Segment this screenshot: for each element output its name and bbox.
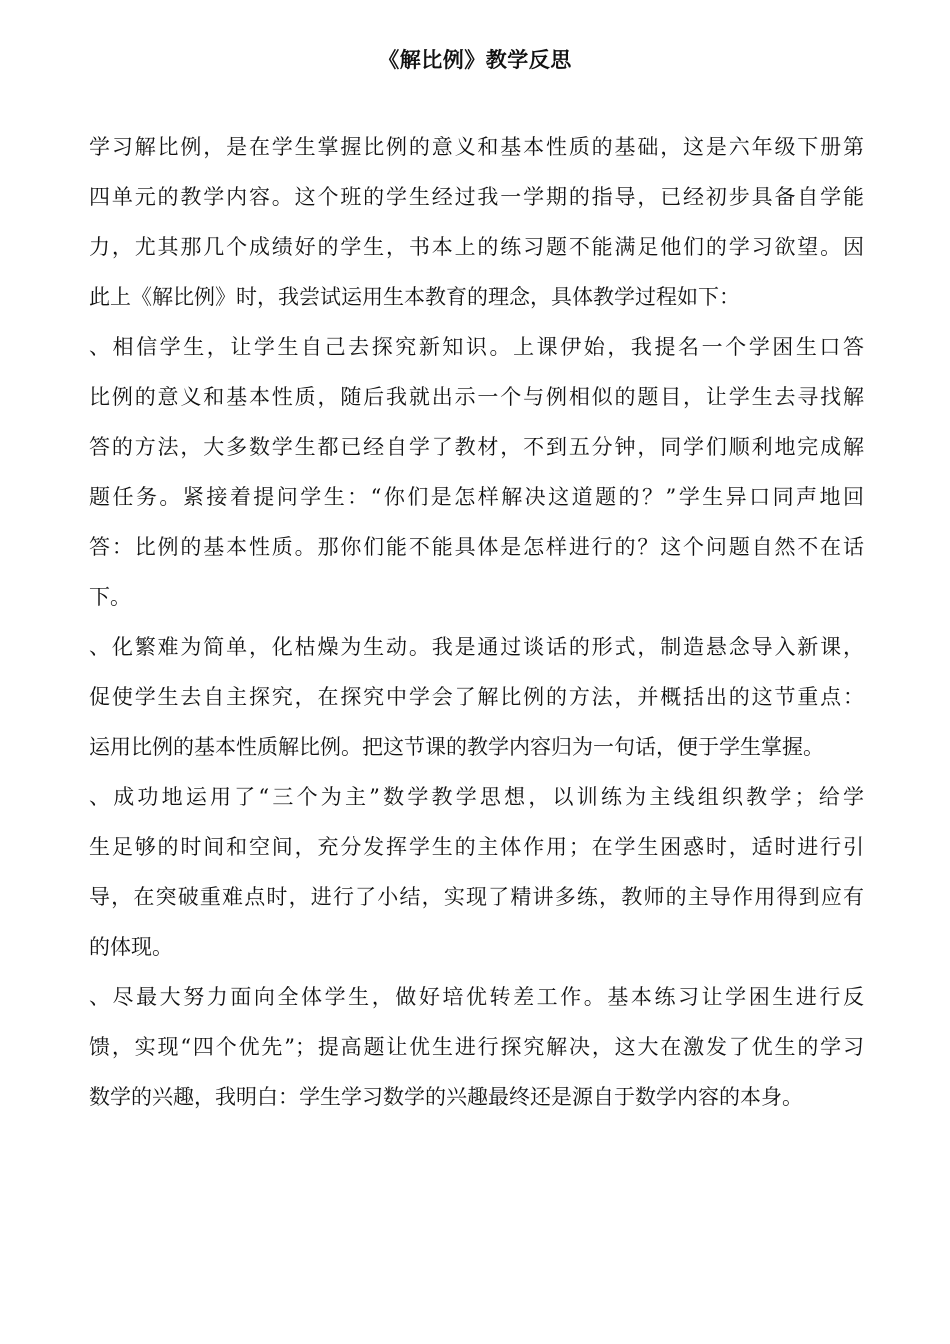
text-line: 答的方法，大多数学生都已经自学了教材，不到五分钟，同学们顺利地完成解 bbox=[89, 435, 864, 459]
text-line: 数学的兴趣，我明白：学生学习数学的兴趣最终还是源自于数学内容的本身。 bbox=[89, 1085, 803, 1109]
text-line: 的体现。 bbox=[89, 935, 173, 959]
text-line: 力，尤其那几个成绩好的学生，书本上的练习题不能满足他们的学习欲望。因 bbox=[89, 235, 864, 259]
document-body bbox=[89, 122, 864, 1122]
text-line: 馈，实现“四个优先”；提高题让优生进行探究解决，这大在激发了优生的学习 bbox=[89, 1035, 864, 1059]
text-line: 比例的意义和基本性质，随后我就出示一个与例相似的题目，让学生去寻找解 bbox=[89, 385, 864, 409]
text-line: 、成功地运用了“三个为主”数学教学思想，以训练为主线组织教学；给学 bbox=[89, 785, 864, 809]
text-line: 、相信学生，让学生自己去探究新知识。上课伊始，我提名一个学困生口答 bbox=[89, 335, 864, 359]
text-line: 导，在突破重难点时，进行了小结，实现了精讲多练，教师的主导作用得到应有 bbox=[89, 885, 864, 909]
text-line: 学习解比例，是在学生掌握比例的意义和基本性质的基础，这是六年级下册第 bbox=[89, 135, 864, 159]
text-line: 下。 bbox=[89, 585, 131, 609]
text-line: 、尽最大努力面向全体学生，做好培优转差工作。基本练习让学困生进行反 bbox=[89, 985, 864, 1009]
text-line: 促使学生去自主探究，在探究中学会了解比例的方法，并概括出的这节重点： bbox=[89, 685, 864, 709]
text-line: 、化繁难为简单，化枯燥为生动。我是通过谈话的形式，制造悬念导入新课， bbox=[89, 635, 864, 659]
text-line: 四单元的教学内容。这个班的学生经过我一学期的指导，已经初步具备自学能 bbox=[89, 185, 864, 209]
document-title: 《解比例》教学反思 bbox=[378, 48, 572, 72]
text-line: 题任务。紧接着提问学生：“你们是怎样解决这道题的？”学生异口同声地回 bbox=[89, 485, 864, 509]
text-line: 此上《解比例》时，我尝试运用生本教育的理念，具体教学过程如下： bbox=[89, 285, 740, 309]
text-line: 生足够的时间和空间，充分发挥学生的主体作用；在学生困惑时，适时进行引 bbox=[89, 835, 864, 859]
text-line: 答：比例的基本性质。那你们能不能具体是怎样进行的？这个问题自然不在话 bbox=[89, 535, 864, 559]
text-line: 运用比例的基本性质解比例。把这节课的教学内容归为一句话，便于学生掌握。 bbox=[89, 735, 824, 759]
